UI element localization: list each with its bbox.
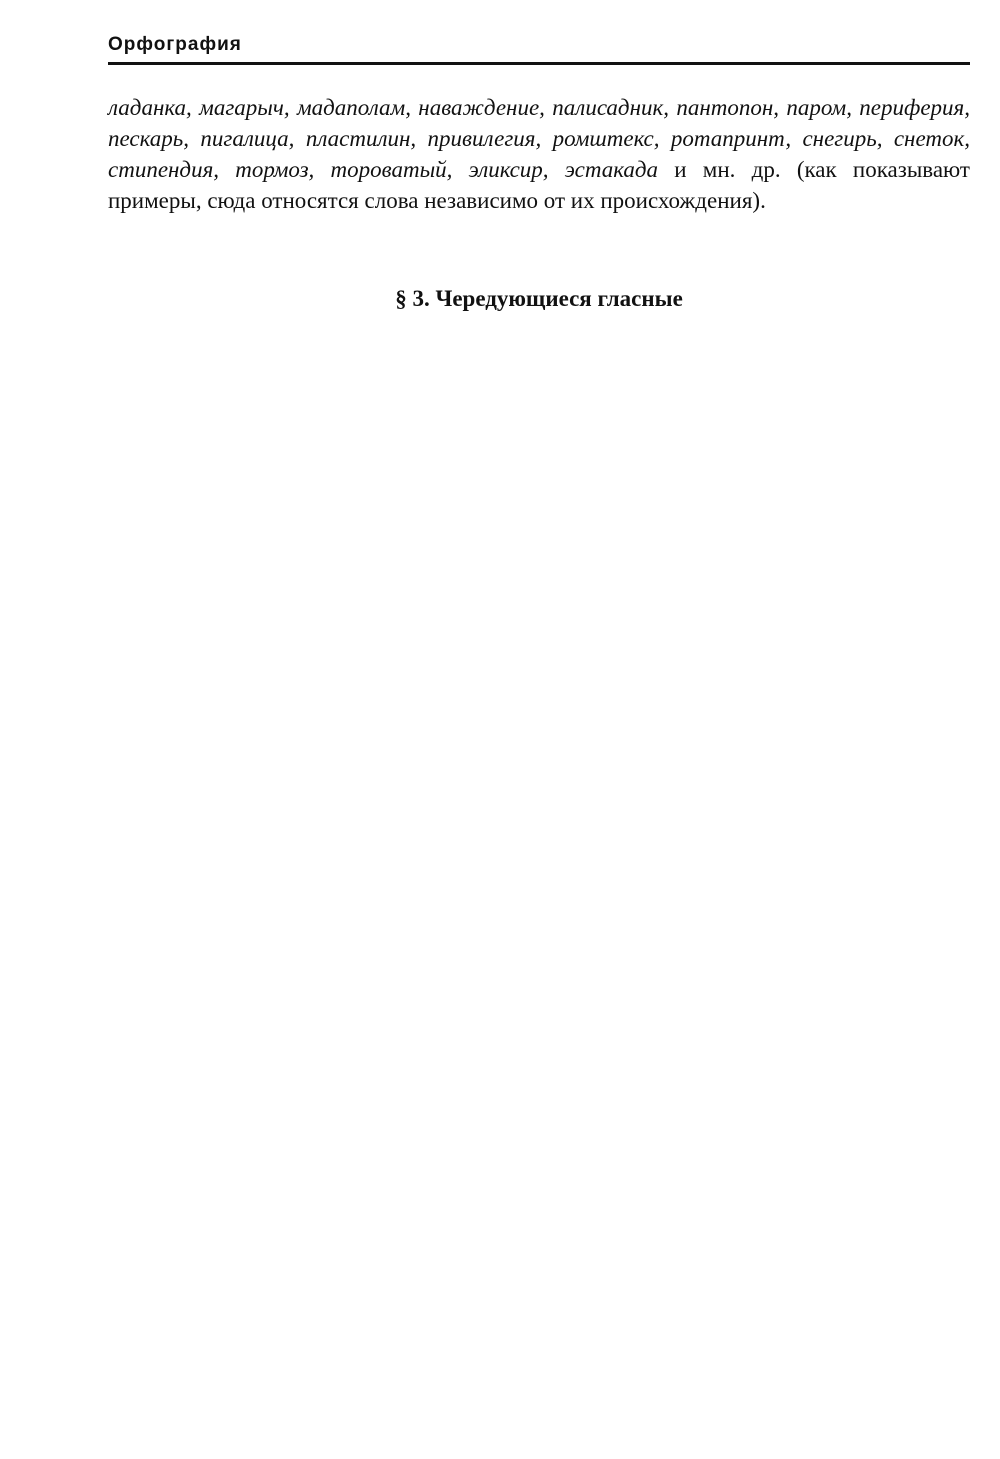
intro-tail: и мн. др. (как показывают примеры, сюда относятся слова независимо от их происхождения). — [108, 157, 970, 213]
intro-paragraph — [108, 92, 970, 216]
section-title: § 3. Чередующиеся гласные — [395, 286, 683, 311]
intro-words: ладанка, магарыч, мадаполам, наваждение, палисадник, пантопон, паром, периферия, пескарь, пигалица, пластилин, привилегия, ромштекс, ротапринт, снегирь, снеток, стипендия, тормоз, тороватый, эликсир, эстакада — [108, 95, 970, 182]
running-header: Орфография — [108, 34, 970, 65]
